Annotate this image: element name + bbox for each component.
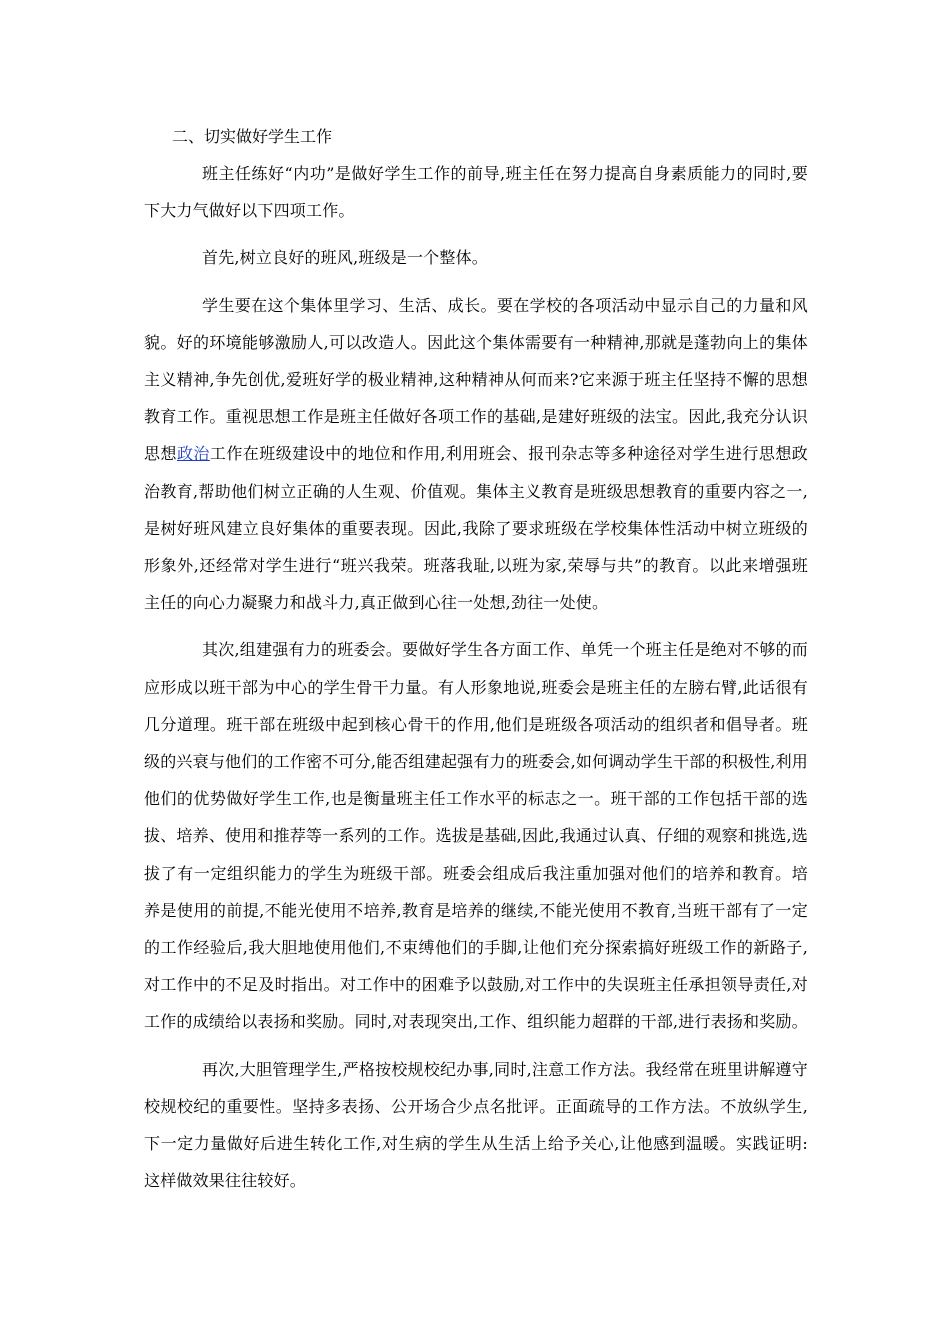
- paragraph-intro: 班主任练好“内功”是做好学生工作的前导,班主任在努力提高自身素质能力的同时,要下大力气做好以下四项工作。: [144, 164, 808, 221]
- paragraph-text-before-link: 学生要在这个集体里学习、生活、成长。要在学校的各项活动中显示自己的力量和风貌。好的环境能够激励人,可以改造人。因此这个集体需要有一种精神,那就是蓬勃向上的集体主义精神,争先创优,爱班好学的极业精神,这种精神从何而来?它来源于班主任坚持不懈的思想教育工作。重视思想工作是班主任做好各项工作的基础,是建好班级的法宝。因此,我充分认识思想: [144, 295, 808, 464]
- paragraph-text-after-link: 工作在班级建设中的地位和作用,利用班会、报刊杂志等多种途径对学生进行思想政治教育,帮助他们树立正确的人生观、价值观。集体主义教育是班级思想教育的重要内容之一,是树好班风建立良好集体的重要表现。因此,我除了要求班级在学校集体性活动中树立班级的形象外,还经常对学生进行“班兴我荣。班落我耻,以班为家,荣辱与共”的教育。以此来增强班主任的向心力凝聚力和战斗力,真正做到心往一处想,劲往一处使。: [144, 444, 808, 613]
- paragraph-first-point: 首先,树立良好的班风,班级是一个整体。: [202, 248, 488, 268]
- paragraph-class-committee: 其次,组建强有力的班委会。要做好学生各方面工作、单凭一个班主任是绝对不够的而应形成以班干部为中心的学生骨干力量。有人形象地说,班委会是班主任的左膀右臂,此话很有几分道理。班干部在班级中起到核心骨干的作用,他们是班级各项活动的组织者和倡导者。班级的兴衰与他们的工作密不可分,能否组建起强有力的班委会,如何调动学生干部的积极性,利用他们的优势做好学生工作,也是衡量班主任工作水平的标志之一。班干部的工作包括干部的选拔、培养、使用和推荐等一系列的工作。选拔是基础,因此,我通过认真、仔细的观察和挑选,选拔了有一定组织能力的学生为班级干部。班委会组成后我注重加强对他们的培养和教育。培养是使用的前提,不能光使用不培养,教育是培养的继续,不能光使用不教育,当班干部有了一定的工作经验后,我大胆地使用他们,不束缚他们的手脚,让他们充分探索搞好班级工作的新路子,对工作中的不足及时指出。对工作中的困难予以鼓励,对工作中的失误班主任承担领导责任,对工作的成绩给以表扬和奖励。同时,对表现突出,工作、组织能力超群的干部,进行表扬和奖励。: [144, 640, 808, 1032]
- section-heading: 二、切实做好学生工作: [172, 127, 333, 146]
- paragraph-management: 再次,大胆管理学生,严格按校规校纪办事,同时,注意工作方法。我经常在班里讲解遵守校规校纪的重要性。坚持多表扬、公开场合少点名批评。正面疏导的工作方法。不放纵学生,下一定力量做好后进生转化工作,对生病的学生从生活上给予关心,让他感到温暖。实践证明:这样做效果往往较好。: [144, 1059, 808, 1191]
- paragraph-class-spirit: [144, 287, 808, 622]
- document-body: [144, 155, 808, 1209]
- politics-link[interactable]: 政治: [176, 444, 210, 464]
